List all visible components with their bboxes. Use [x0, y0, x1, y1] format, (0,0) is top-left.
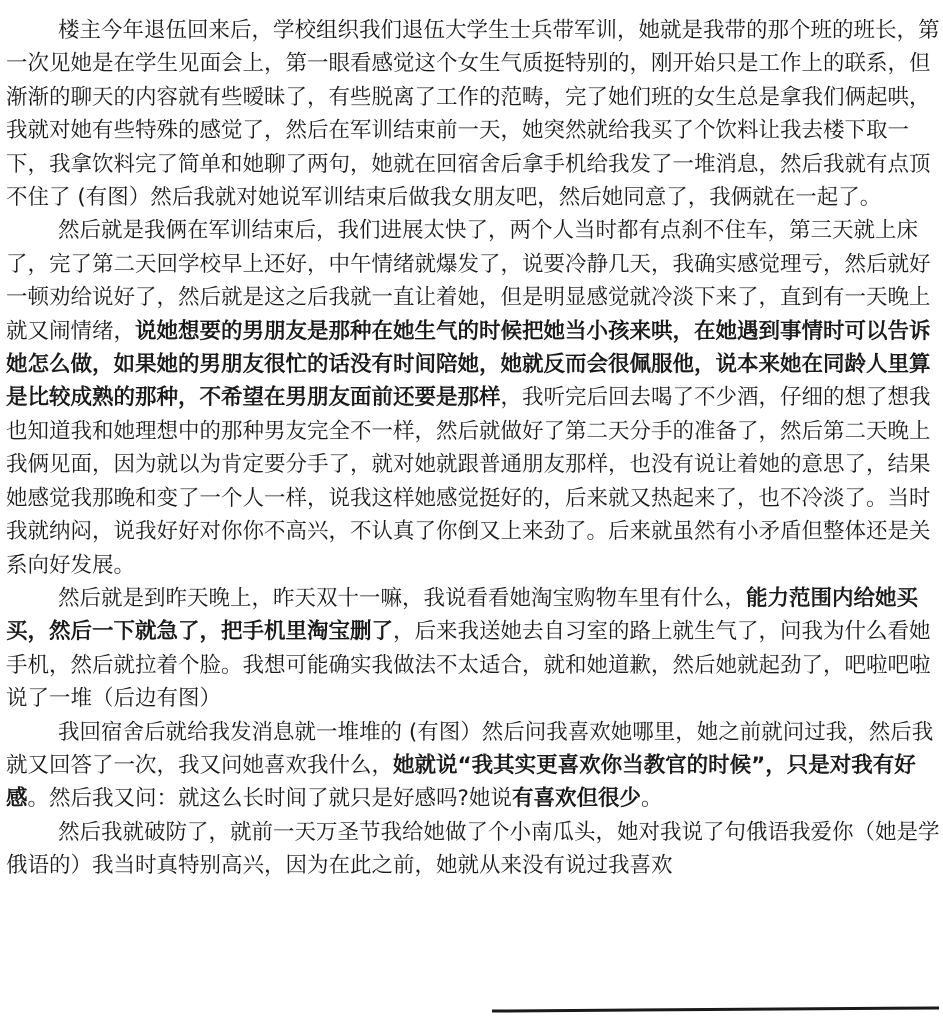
- paragraph-1: [6, 14, 943, 214]
- bold-text-segment: 她就说“我其实更喜欢你当教官的时候”，只是对我有好感: [6, 752, 916, 812]
- bold-text-segment: 说她想要的男朋友是那种在她生气的时候把她当小孩来哄，在她遇到事情时可以告诉她怎么做，如果她的男朋友很忙的话没有时间陪她，她就反而会很佩服他，说本来她在同龄人里算是比较成熟的那种，不希望在男朋友面前还要是那样: [6, 318, 931, 411]
- text-segment: 楼主今年退伍回来后，学校组织我们退伍大学生士兵带军训，她就是我带的那个班的班长，第一次见她是在学生见面会上，第一眼看感觉这个女生气质挺特别的，刚开始只是工作上的联系，但渐渐的聊天的内容就有些暧昧了，有些脱离了工作的范畴，完了她们班的女生总是拿我们俩起哄，我就对她有些特殊的感觉了，然后在军训结束前一天，她突然就给我买了个饮料让我去楼下取一下，我拿饮料完了简单和她聊了两句，她就在回宿舍后拿手机给我发了一堆消息，然后我就有点顶不住了 (有图）然后我就对她说军训结束后做我女朋友吧，然后她同意了，我俩就在一起了。: [6, 18, 940, 211]
- article-body: [6, 14, 943, 883]
- scribble-strikethrough: [492, 1006, 939, 1012]
- paragraph-2: [6, 214, 943, 581]
- paragraph-4: [6, 716, 943, 816]
- text-segment: ，后来我送她去自习室的路上就生气了，问我为什么看她手机，然后就拉着个脸。我想可能确实我做法不太适合，就和她道歉，然后她就起劲了，吧啦吧啦说了一堆（后边有图）: [6, 619, 931, 712]
- text-segment: 。: [640, 786, 663, 812]
- paragraph-3: [6, 582, 943, 716]
- text-segment: 然后我就破防了，就前一天万圣节我给她做了个小南瓜头，她对我说了句俄语我爱你（她是学俄语的）我当时真特别高兴，因为在此之前，她就从来没有说过我喜欢: [6, 819, 940, 879]
- bold-text-segment: 有喜欢但很少: [511, 786, 641, 812]
- text-segment: ，我听完后回去喝了不少酒，仔细的想了想我也知道我和她理想中的那种男友完全不一样，然后就做好了第二天分手的准备了，然后第二天晚上我俩见面，因为就以为肯定要分手了，就对她就跟普通朋友那样，也没有说让着她的意思了，结果她感觉我那晚和变了一个人一样，说我这样她感觉挺好的，后来就又热起来了，也不冷淡了。当时我就纳闷，说我好好对你你不高兴，不认真了你倒又上来劲了。后来就虽然有小矛盾但整体还是关系向好发展。: [6, 385, 931, 578]
- bold-text-segment: 能力范围内给她买买，然后一下就急了，把手机里淘宝删了: [6, 585, 919, 645]
- text-segment: 然后就是我俩在军训结束后，我们进展太快了，两个人当时都有点刹不住车，第三天就上床了，完了第二天回学校早上还好，中午情绪就爆发了，说要冷静几天，我确实感觉理亏，然后就好一顿劝给说好了，然后就是这之后我就一直让着她，但是明显感觉就冷淡下来了，直到有一天晚上就又闹情绪，: [6, 218, 931, 344]
- text-segment: 然后就是到昨天晚上，昨天双十一嘛，我说看看她淘宝购物车里有什么，: [58, 585, 747, 611]
- text-segment: 我回宿舍后就给我发消息就一堆堆的 (有图）然后问我喜欢她哪里，她之前就问过我，然后我就又回答了一次，我又问她喜欢我什么，: [6, 719, 934, 778]
- paragraph-5: [6, 816, 943, 883]
- text-segment: 。然后我又问：就这么长时间了就只是好感吗?她说: [27, 786, 512, 812]
